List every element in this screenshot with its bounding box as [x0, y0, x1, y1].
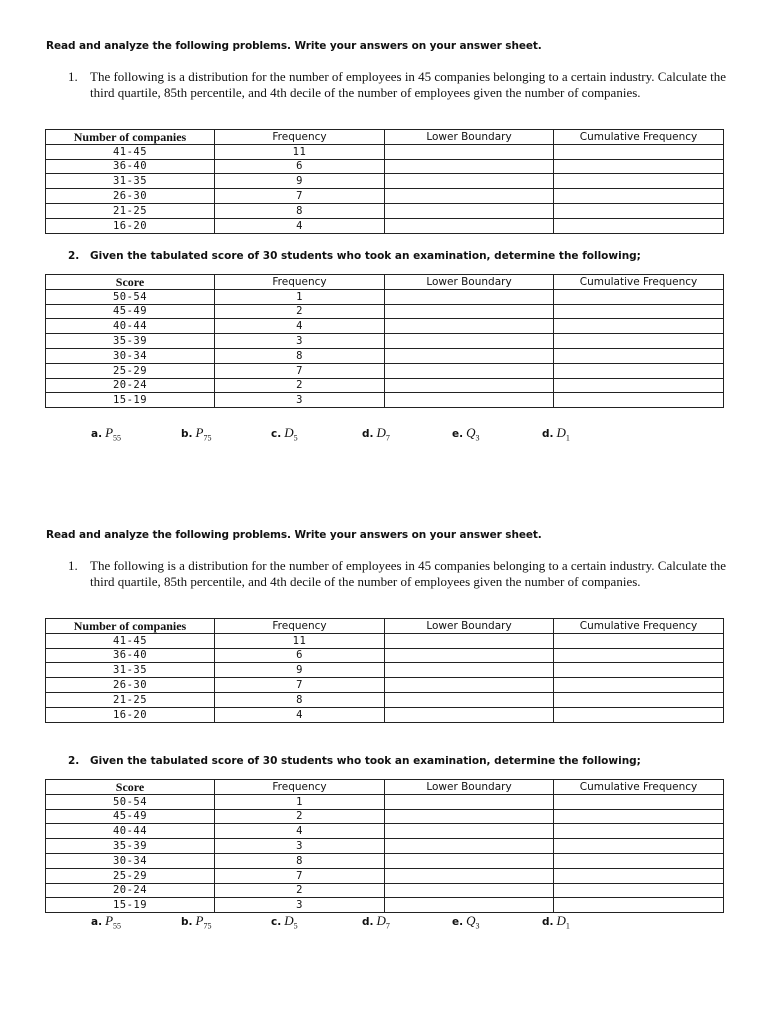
lower-boundary-cell [385, 663, 554, 678]
frequency-cell: 7 [215, 189, 385, 204]
table-row [46, 363, 724, 378]
table-row [46, 883, 724, 898]
class-cell: 41-45 [46, 633, 215, 648]
cumulative-frequency-cell [554, 189, 724, 204]
class-cell: 21-25 [46, 692, 215, 707]
cumulative-frequency-cell [554, 824, 724, 839]
table-header-row [46, 130, 724, 145]
header-number-of-companies: Number of companies [46, 130, 215, 145]
class-cell: 31-35 [46, 663, 215, 678]
problem-1-text: The following is a distribution for the number of employees in 45 companies belonging to a certain industry. Calculate the third quartile, 85th percentile, and 4th decile of the number of employees given the number of companies. [90, 69, 727, 100]
problem-2-text [68, 755, 641, 767]
lower-boundary-cell [385, 853, 554, 868]
class-cell: 36-40 [46, 159, 215, 174]
lower-boundary-cell [385, 174, 554, 189]
cumulative-frequency-cell [554, 648, 724, 663]
frequency-cell: 8 [215, 853, 385, 868]
problem-2-text [68, 250, 641, 262]
frequency-cell: 8 [215, 203, 385, 218]
problem-1-table [45, 129, 724, 234]
lower-boundary-cell [385, 809, 554, 824]
score-cell: 25-29 [46, 363, 215, 378]
cumulative-frequency-cell [554, 393, 724, 408]
cumulative-frequency-cell [554, 868, 724, 883]
lower-boundary-cell [385, 648, 554, 663]
cumulative-frequency-cell [554, 348, 724, 363]
lower-boundary-cell [385, 692, 554, 707]
table-row [46, 174, 724, 189]
cumulative-frequency-cell [554, 319, 724, 334]
problem-2-number: 2. [68, 755, 80, 767]
cumulative-frequency-cell [554, 678, 724, 693]
table-row [46, 853, 724, 868]
cumulative-frequency-cell [554, 363, 724, 378]
lower-boundary-cell [385, 319, 554, 334]
frequency-cell: 4 [215, 824, 385, 839]
score-cell: 20-24 [46, 883, 215, 898]
cumulative-frequency-cell [554, 159, 724, 174]
header-cumulative-frequency: Cumulative Frequency [554, 619, 724, 634]
score-cell: 15-19 [46, 393, 215, 408]
option-d: d. $D_7$ [362, 425, 390, 443]
header-frequency: Frequency [215, 780, 385, 795]
option-b: b. $P_{75}$ [181, 913, 212, 931]
frequency-cell: 4 [215, 707, 385, 722]
table-row [46, 189, 724, 204]
problem-2-statement: Given the tabulated score of 30 students who took an examination, determine the following; [90, 250, 641, 262]
header-cumulative-frequency: Cumulative Frequency [554, 780, 724, 795]
problem-2-table [45, 779, 724, 913]
lower-boundary-cell [385, 898, 554, 913]
problem-1-table [45, 618, 724, 723]
option-f: d. $D_1$ [542, 425, 570, 443]
table-row [46, 678, 724, 693]
cumulative-frequency-cell [554, 839, 724, 854]
class-cell: 41-45 [46, 144, 215, 159]
option-a: a. $P_{55}$ [91, 425, 122, 443]
class-cell: 26-30 [46, 678, 215, 693]
frequency-cell: 2 [215, 883, 385, 898]
table-row [46, 144, 724, 159]
frequency-cell: 6 [215, 159, 385, 174]
cumulative-frequency-cell [554, 663, 724, 678]
table-row [46, 663, 724, 678]
table-header-row [46, 780, 724, 795]
option-a: a. $P_{55}$ [91, 913, 122, 931]
problem-1-number: 1. [68, 69, 78, 84]
score-cell: 45-49 [46, 809, 215, 824]
lower-boundary-cell [385, 794, 554, 809]
frequency-cell: 2 [215, 304, 385, 319]
lower-boundary-cell [385, 633, 554, 648]
lower-boundary-cell [385, 304, 554, 319]
score-cell: 45-49 [46, 304, 215, 319]
table-row [46, 809, 724, 824]
lower-boundary-cell [385, 363, 554, 378]
frequency-cell: 1 [215, 794, 385, 809]
header-number-of-companies: Number of companies [46, 619, 215, 634]
header-cumulative-frequency: Cumulative Frequency [554, 130, 724, 145]
header-cumulative-frequency: Cumulative Frequency [554, 275, 724, 290]
cumulative-frequency-cell [554, 809, 724, 824]
frequency-cell: 6 [215, 648, 385, 663]
table-row [46, 898, 724, 913]
cumulative-frequency-cell [554, 203, 724, 218]
cumulative-frequency-cell [554, 304, 724, 319]
cumulative-frequency-cell [554, 378, 724, 393]
lower-boundary-cell [385, 839, 554, 854]
table-row [46, 707, 724, 722]
table-row [46, 334, 724, 349]
score-cell: 50-54 [46, 289, 215, 304]
score-cell: 40-44 [46, 319, 215, 334]
problem-2-statement: Given the tabulated score of 30 students who took an examination, determine the following; [90, 755, 641, 767]
option-e: e. $Q_3$ [452, 425, 480, 443]
score-cell: 35-39 [46, 839, 215, 854]
header-frequency: Frequency [215, 130, 385, 145]
option-b: b. $P_{75}$ [181, 425, 212, 443]
lower-boundary-cell [385, 218, 554, 233]
lower-boundary-cell [385, 824, 554, 839]
score-cell: 15-19 [46, 898, 215, 913]
problem-2-table [45, 274, 724, 408]
header-score: Score [46, 275, 215, 290]
instructions-text: Read and analyze the following problems. Write your answers on your answer sheet. [46, 40, 542, 52]
score-cell: 50-54 [46, 794, 215, 809]
table-row [46, 348, 724, 363]
table-row [46, 319, 724, 334]
frequency-cell: 4 [215, 218, 385, 233]
lower-boundary-cell [385, 678, 554, 693]
problem-1-text: The following is a distribution for the number of employees in 45 companies belonging to a certain industry. Calculate the third quartile, 85th percentile, and 4th decile of the number of employees given the number of companies. [90, 558, 727, 589]
option-f: d. $D_1$ [542, 913, 570, 931]
table-row [46, 159, 724, 174]
cumulative-frequency-cell [554, 898, 724, 913]
class-cell: 21-25 [46, 203, 215, 218]
cumulative-frequency-cell [554, 289, 724, 304]
score-cell: 30-34 [46, 853, 215, 868]
score-cell: 40-44 [46, 824, 215, 839]
class-cell: 16-20 [46, 218, 215, 233]
cumulative-frequency-cell [554, 853, 724, 868]
frequency-cell: 4 [215, 319, 385, 334]
option-c: c. $D_5$ [271, 425, 298, 443]
lower-boundary-cell [385, 189, 554, 204]
frequency-cell: 7 [215, 678, 385, 693]
frequency-cell: 11 [215, 633, 385, 648]
problem-1-number: 1. [68, 558, 78, 573]
table-row [46, 203, 724, 218]
lower-boundary-cell [385, 203, 554, 218]
header-lower-boundary: Lower Boundary [385, 619, 554, 634]
frequency-cell: 9 [215, 663, 385, 678]
lower-boundary-cell [385, 393, 554, 408]
table-row [46, 393, 724, 408]
cumulative-frequency-cell [554, 174, 724, 189]
cumulative-frequency-cell [554, 334, 724, 349]
frequency-cell: 3 [215, 393, 385, 408]
instructions-text: Read and analyze the following problems. Write your answers on your answer sheet. [46, 529, 542, 541]
frequency-cell: 8 [215, 348, 385, 363]
lower-boundary-cell [385, 334, 554, 349]
frequency-cell: 2 [215, 809, 385, 824]
cumulative-frequency-cell [554, 794, 724, 809]
lower-boundary-cell [385, 883, 554, 898]
cumulative-frequency-cell [554, 707, 724, 722]
lower-boundary-cell [385, 144, 554, 159]
header-lower-boundary: Lower Boundary [385, 780, 554, 795]
table-header-row [46, 275, 724, 290]
frequency-cell: 8 [215, 692, 385, 707]
table-header-row [46, 619, 724, 634]
header-lower-boundary: Lower Boundary [385, 130, 554, 145]
table-row [46, 868, 724, 883]
score-cell: 25-29 [46, 868, 215, 883]
table-row [46, 218, 724, 233]
class-cell: 31-35 [46, 174, 215, 189]
lower-boundary-cell [385, 378, 554, 393]
lower-boundary-cell [385, 348, 554, 363]
class-cell: 26-30 [46, 189, 215, 204]
header-frequency: Frequency [215, 275, 385, 290]
table-row [46, 633, 724, 648]
lower-boundary-cell [385, 707, 554, 722]
table-row [46, 839, 724, 854]
score-cell: 20-24 [46, 378, 215, 393]
score-cell: 35-39 [46, 334, 215, 349]
header-frequency: Frequency [215, 619, 385, 634]
frequency-cell: 1 [215, 289, 385, 304]
class-cell: 16-20 [46, 707, 215, 722]
answer-options [0, 913, 768, 931]
score-cell: 30-34 [46, 348, 215, 363]
table-row [46, 648, 724, 663]
frequency-cell: 3 [215, 898, 385, 913]
problem-2-number: 2. [68, 250, 80, 262]
frequency-cell: 9 [215, 174, 385, 189]
frequency-cell: 3 [215, 334, 385, 349]
lower-boundary-cell [385, 868, 554, 883]
frequency-cell: 2 [215, 378, 385, 393]
option-d: d. $D_7$ [362, 913, 390, 931]
table-row [46, 304, 724, 319]
class-cell: 36-40 [46, 648, 215, 663]
header-lower-boundary: Lower Boundary [385, 275, 554, 290]
answer-options [0, 425, 768, 443]
frequency-cell: 11 [215, 144, 385, 159]
cumulative-frequency-cell [554, 218, 724, 233]
frequency-cell: 3 [215, 839, 385, 854]
lower-boundary-cell [385, 159, 554, 174]
option-c: c. $D_5$ [271, 913, 298, 931]
cumulative-frequency-cell [554, 144, 724, 159]
table-row [46, 378, 724, 393]
cumulative-frequency-cell [554, 692, 724, 707]
lower-boundary-cell [385, 289, 554, 304]
frequency-cell: 7 [215, 868, 385, 883]
table-row [46, 824, 724, 839]
table-row [46, 289, 724, 304]
frequency-cell: 7 [215, 363, 385, 378]
option-e: e. $Q_3$ [452, 913, 480, 931]
header-score: Score [46, 780, 215, 795]
cumulative-frequency-cell [554, 883, 724, 898]
table-row [46, 692, 724, 707]
cumulative-frequency-cell [554, 633, 724, 648]
table-row [46, 794, 724, 809]
